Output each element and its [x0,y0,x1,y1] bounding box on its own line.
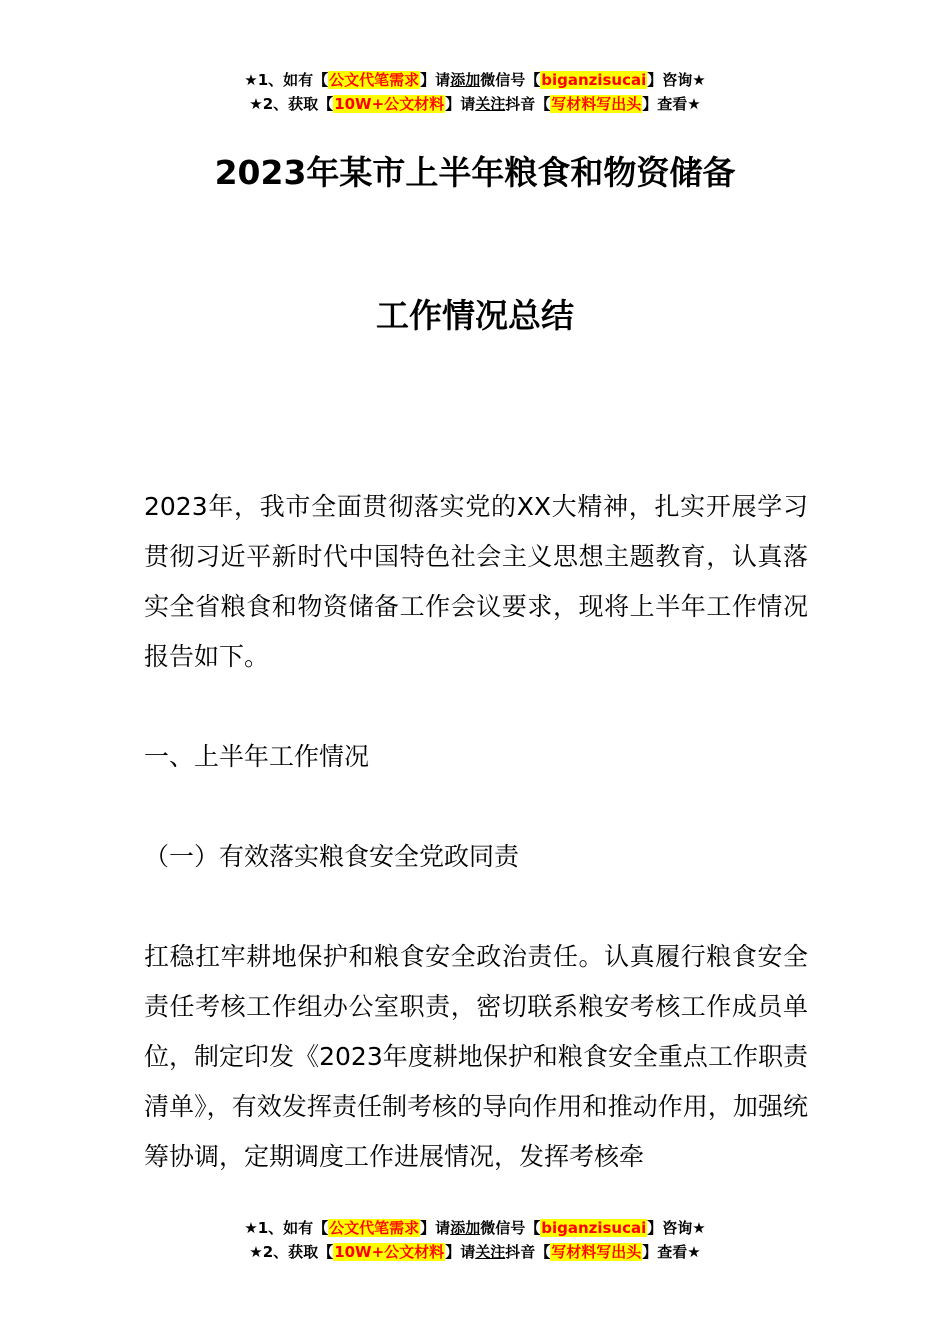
banner-highlight-service: 公文代笔需求 [329,1219,420,1237]
banner-highlight-douyin: 写材料写出头 [551,95,642,113]
document-body [144,482,808,1182]
banner-line-2: ★2、获取【10W+公文材料】请关注抖音【写材料写出头】查看★ [249,1243,701,1261]
subsection-heading: （一）有效落实粮食安全党政同责 [144,842,520,871]
intro-paragraph: 2023年，我市全面贯彻落实党的XX大精神，扎实开展学习贯彻习近平新时代中国特色社会主义思想主题教育，认真落实全省粮食和物资储备工作会议要求，现将上半年工作情况报告如下。 [144,492,808,671]
banner-highlight-materials: 10W+公文材料 [334,95,445,113]
document-title-line-1: 2023年某市上半年粮食和物资储备 [214,153,736,192]
section-heading: 一、上半年工作情况 [144,742,370,771]
banner-highlight-wechat-id: biganzisucai [541,71,647,89]
banner-line-1: ★1、如有【公文代笔需求】请添加微信号【biganzisucai】咨询★ [244,1219,706,1237]
banner-highlight-douyin: 写材料写出头 [551,1243,642,1261]
banner-highlight-service: 公文代笔需求 [329,71,420,89]
document-title-line-2: 工作情况总结 [376,296,574,335]
body-paragraph: 扛稳扛牢耕地保护和粮食安全政治责任。认真履行粮食安全责任考核工作组办公室职责，密切联系粮安考核工作成员单位，制定印发《2023年度耕地保护和粮食安全重点工作职责清单》，有效发挥责任制考核的导向作用和推动作用，加强统筹协调，定期调度工作进展情况，发挥考核牵 [144,942,808,1171]
banner-highlight-wechat-id: biganzisucai [541,1219,647,1237]
footer-banner [0,1216,950,1264]
banner-line-1: ★1、如有【公文代笔需求】请添加微信号【biganzisucai】咨询★ [244,71,706,89]
banner-highlight-materials: 10W+公文材料 [334,1243,445,1261]
banner-line-2: ★2、获取【10W+公文材料】请关注抖音【写材料写出头】查看★ [249,95,701,113]
header-banner [0,68,950,116]
